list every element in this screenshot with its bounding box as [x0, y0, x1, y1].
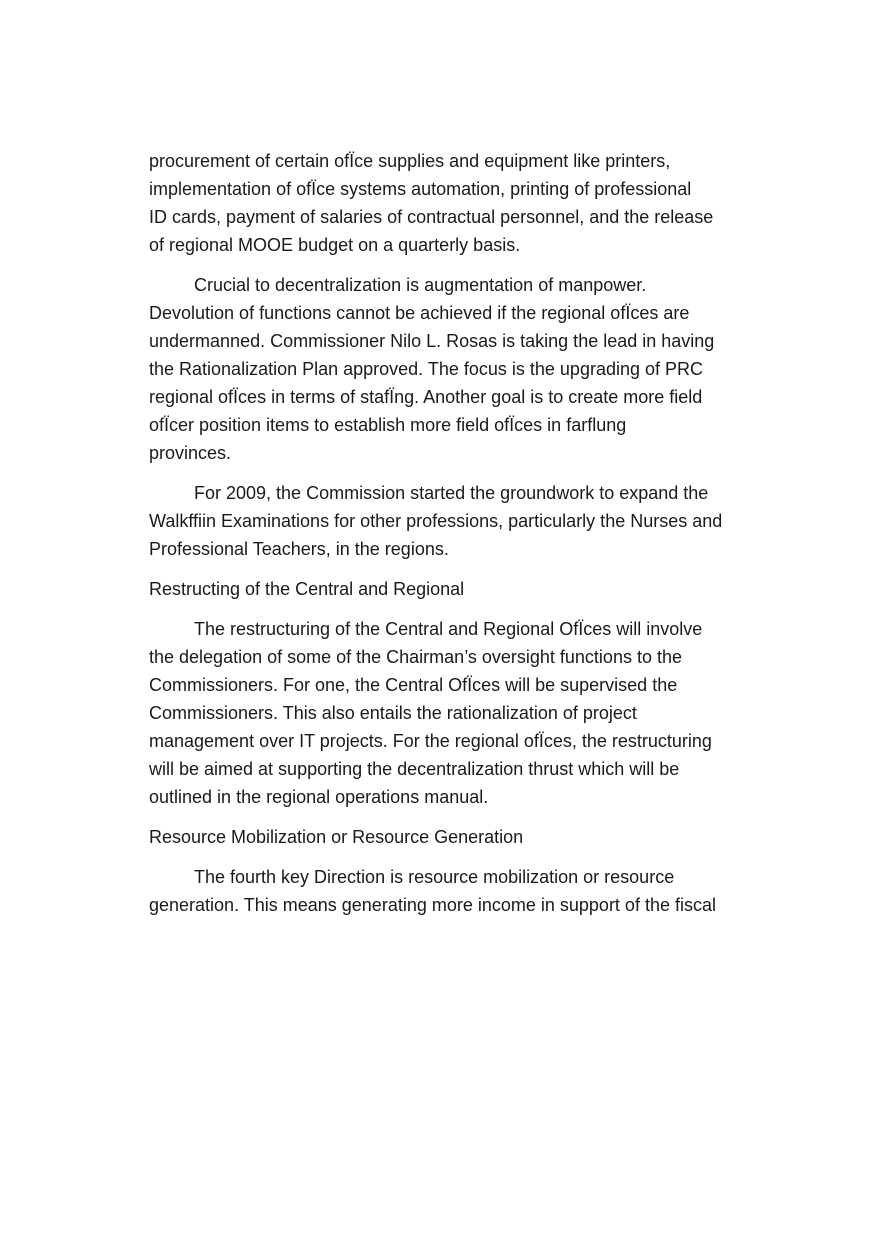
text-line: regional ofÏces in terms of stafÏng. Another goal is to create more field	[149, 387, 703, 407]
text-line: ofÏcer position items to establish more field ofÏces in farflung	[149, 415, 627, 435]
text-line: Commissioners. For one, the Central OfÏces will be supervised the	[149, 675, 678, 695]
text-line: outlined in the regional operations manual.	[149, 787, 489, 807]
text-line: ID cards, payment of salaries of contractual personnel, and the release	[149, 207, 714, 227]
text-line: the Rationalization Plan approved. The focus is the upgrading of PRC	[149, 359, 704, 379]
text-line: management over IT projects. For the regional ofÏces, the restructuring	[149, 731, 712, 751]
text-line: undermanned. Commissioner Nilo L. Rosas is taking the lead in having	[149, 331, 715, 351]
paragraph-manpower	[149, 271, 739, 467]
text-line: implementation of ofÏce systems automation, printing of professional	[149, 179, 692, 199]
text-line: Professional Teachers, in the regions.	[149, 539, 449, 559]
text-line: Commissioners. This also entails the rationalization of project	[149, 703, 637, 723]
paragraph-examinations	[149, 479, 739, 563]
text-line: Devolution of functions cannot be achieved if the regional ofÏces are	[149, 303, 690, 323]
text-line: Walkffiin Examinations for other professions, particularly the Nurses and	[149, 511, 723, 531]
text-line: Crucial to decentralization is augmentation of manpower.	[194, 275, 647, 295]
text-line: For 2009, the Commission started the groundwork to expand the	[194, 483, 709, 503]
section-heading-resource-mobilization: Resource Mobilization or Resource Generation	[149, 827, 524, 847]
text-line: procurement of certain ofÏce supplies and equipment like printers,	[149, 151, 671, 171]
paragraph-resource-mobilization	[149, 863, 739, 919]
section-heading-restructuring: Restructing of the Central and Regional	[149, 579, 465, 599]
text-line: The fourth key Direction is resource mobilization or resource	[194, 867, 675, 887]
text-line: of regional MOOE budget on a quarterly basis.	[149, 235, 521, 255]
text-line: The restructuring of the Central and Regional OfÏces will involve	[194, 619, 703, 639]
text-line: will be aimed at supporting the decentralization thrust which will be	[149, 759, 680, 779]
document-body	[149, 147, 739, 931]
text-line: the delegation of some of the Chairman’s oversight functions to the	[149, 647, 682, 667]
paragraph-restructuring	[149, 615, 739, 811]
paragraph-procurement	[149, 147, 739, 259]
text-line: provinces.	[149, 443, 232, 463]
text-line: generation. This means generating more income in support of the fiscal	[149, 895, 716, 915]
